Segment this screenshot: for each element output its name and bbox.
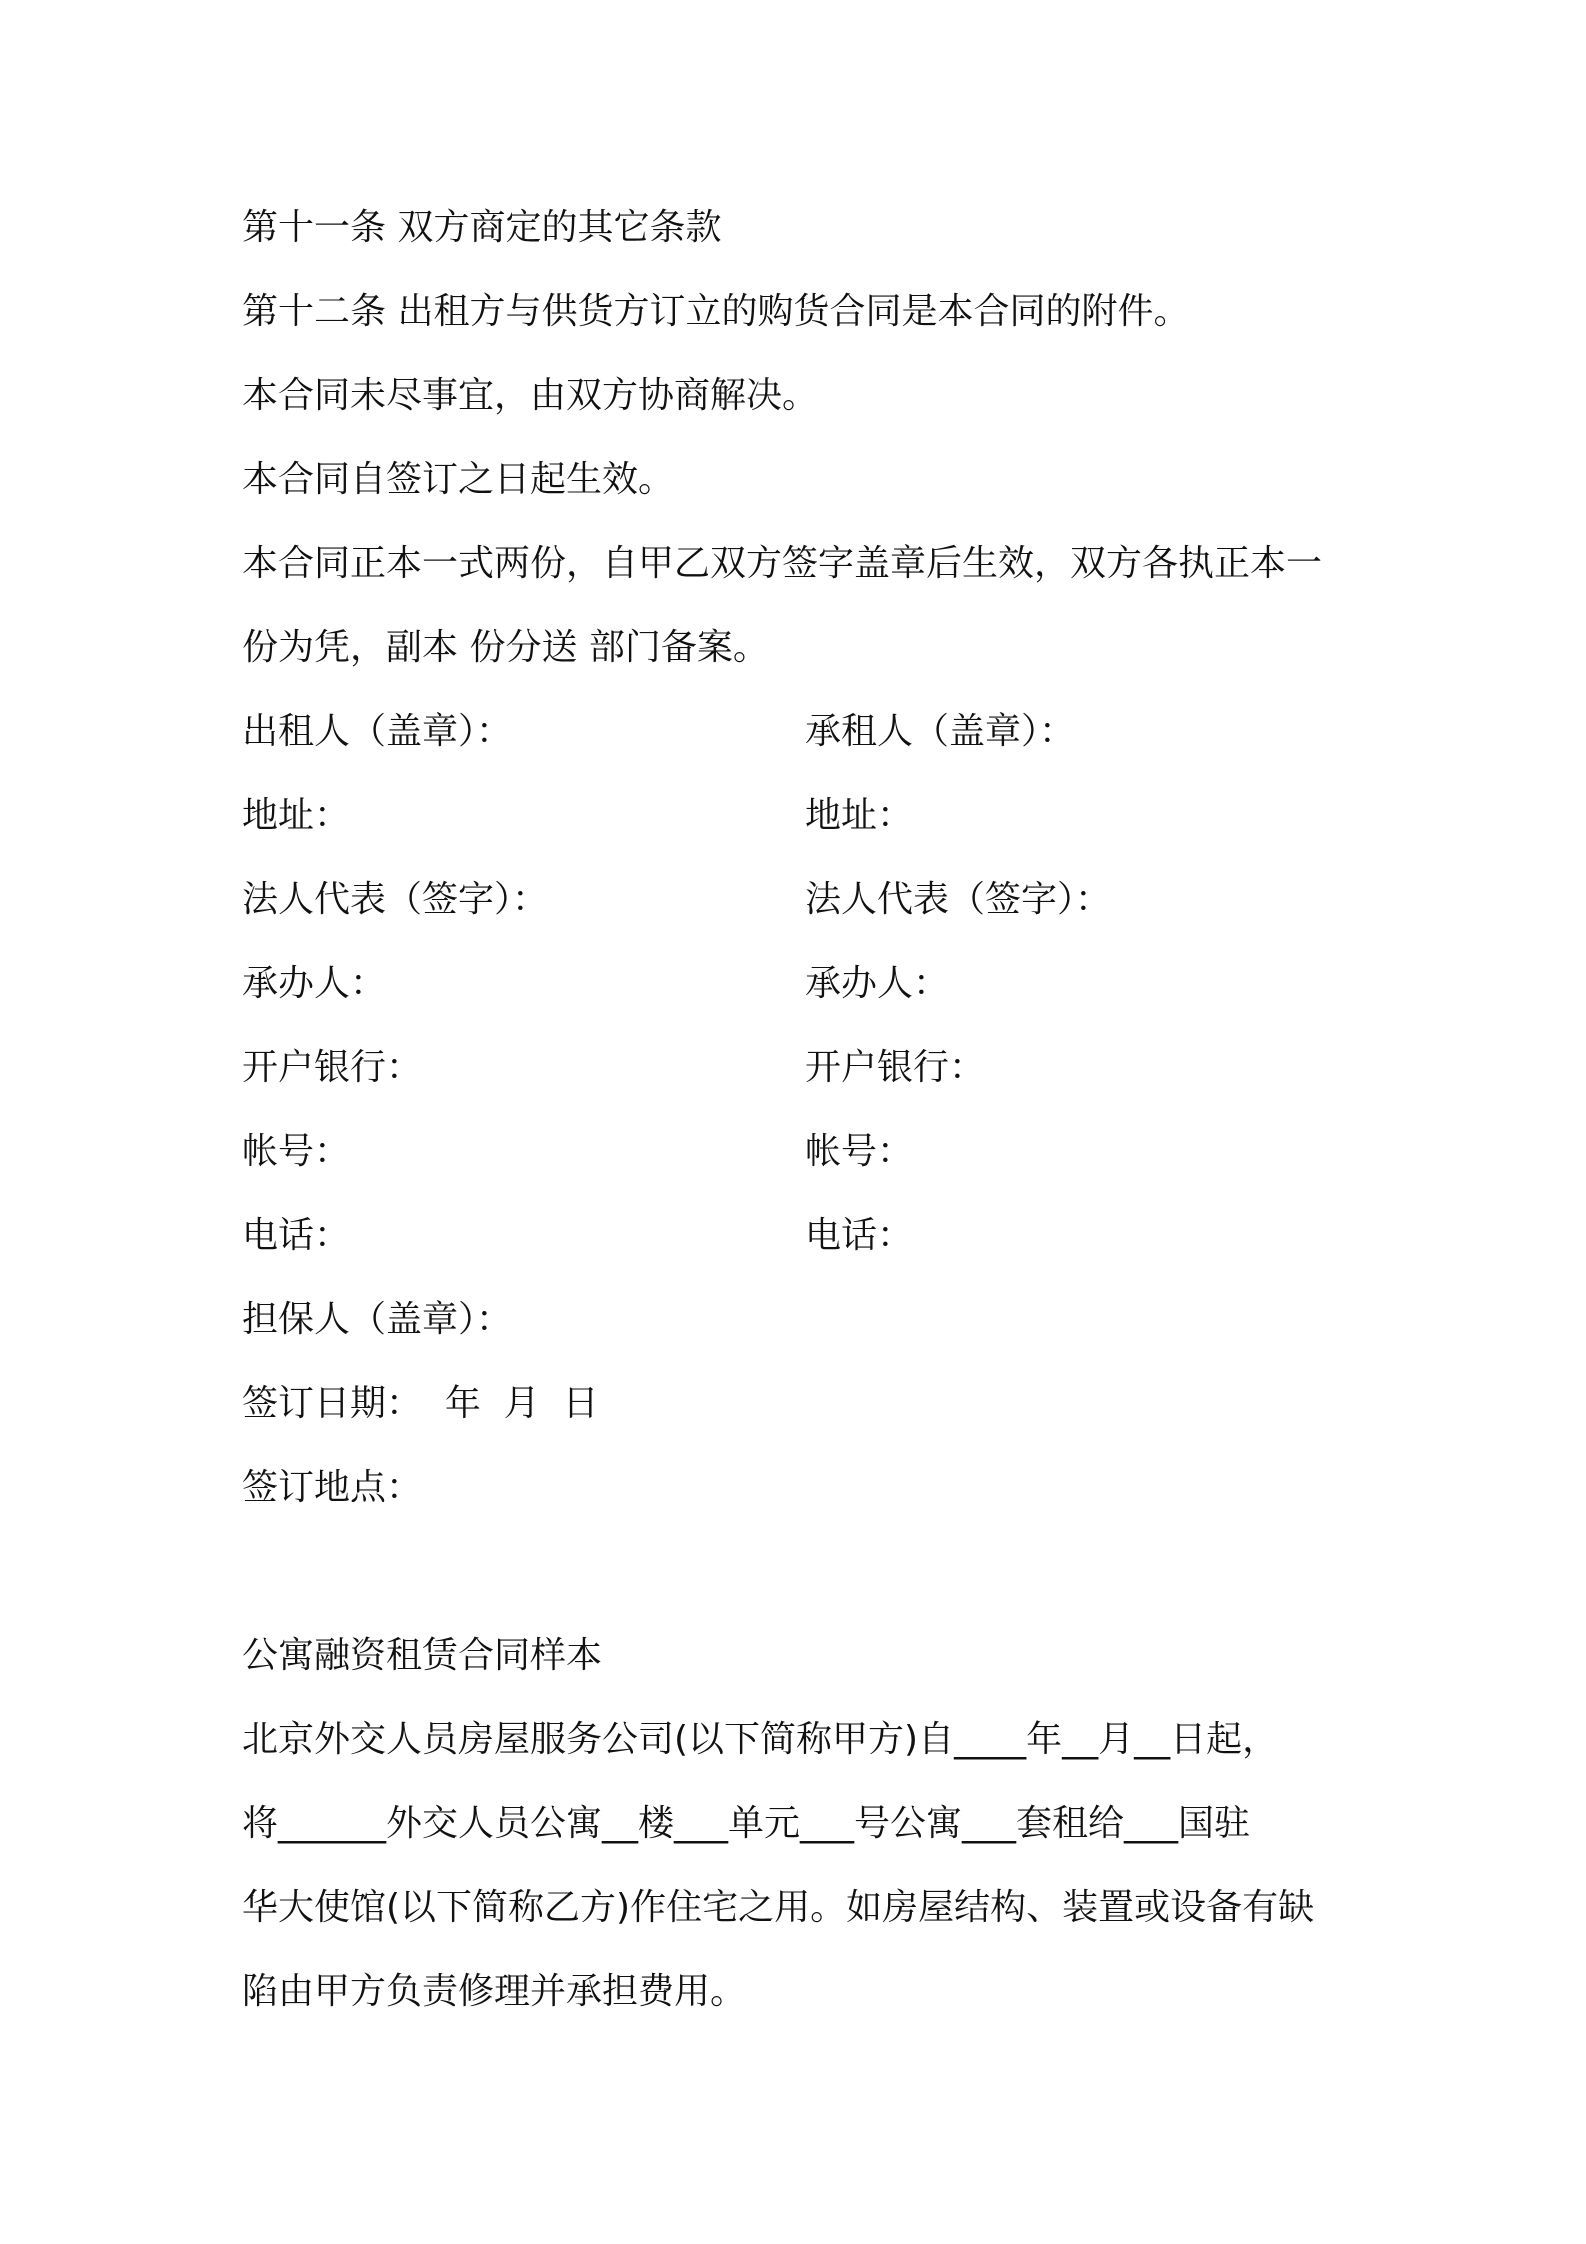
lessor-legal-rep-label: 法人代表（签字）： <box>242 879 549 920</box>
lessee-phone-label: 电话： <box>805 1215 914 1256</box>
lessee-seal-label: 承租人（盖章）： <box>805 711 1076 752</box>
sample-title: 公寓融资租赁合同样本 <box>242 1635 603 1676</box>
sample-paragraph-line2: 将______外交人员公寓__楼___单元___号公寓___套租给___国驻 <box>242 1803 1251 1844</box>
lessor-phone-label: 电话： <box>242 1215 351 1256</box>
sign-place-label: 签订地点： <box>242 1467 423 1508</box>
guarantor-seal-label: 担保人（盖章）： <box>242 1299 513 1340</box>
lessee-handler-label: 承办人： <box>805 963 950 1004</box>
lessee-address-label: 地址： <box>805 795 914 836</box>
clause-12: 第十二条 出租方与供货方订立的购货合同是本合同的附件。 <box>242 291 1190 332</box>
lessor-handler-label: 承办人： <box>242 963 387 1004</box>
clause-copies-line2: 份为凭，副本 份分送 部门备案。 <box>242 627 769 668</box>
clause-11: 第十一条 双方商定的其它条款 <box>242 207 722 248</box>
lessor-seal-label: 出租人（盖章）： <box>242 711 513 752</box>
clause-unresolved: 本合同未尽事宜，由双方协商解决。 <box>242 375 819 416</box>
lessee-bank-label: 开户银行： <box>805 1047 986 1088</box>
lessee-account-label: 帐号： <box>805 1131 914 1172</box>
sample-paragraph-line4: 陷由甲方负责修理并承担费用。 <box>242 1971 747 2012</box>
lessor-account-label: 帐号： <box>242 1131 351 1172</box>
sample-paragraph-line1: 北京外交人员房屋服务公司(以下简称甲方)自____年__月__日起， <box>242 1719 1279 1760</box>
clause-effective: 本合同自签订之日起生效。 <box>242 459 675 500</box>
lessor-bank-label: 开户银行： <box>242 1047 423 1088</box>
clause-copies-line1: 本合同正本一式两份，自甲乙双方签字盖章后生效，双方各执正本一 <box>242 543 1323 584</box>
lessor-address-label: 地址： <box>242 795 351 836</box>
sample-paragraph-line3: 华大使馆(以下简称乙方)作住宅之用。如房屋结构、装置或设备有缺 <box>242 1887 1315 1928</box>
sign-date-label: 签订日期： 年 月 日 <box>242 1383 599 1424</box>
lessee-legal-rep-label: 法人代表（签字）： <box>805 879 1112 920</box>
